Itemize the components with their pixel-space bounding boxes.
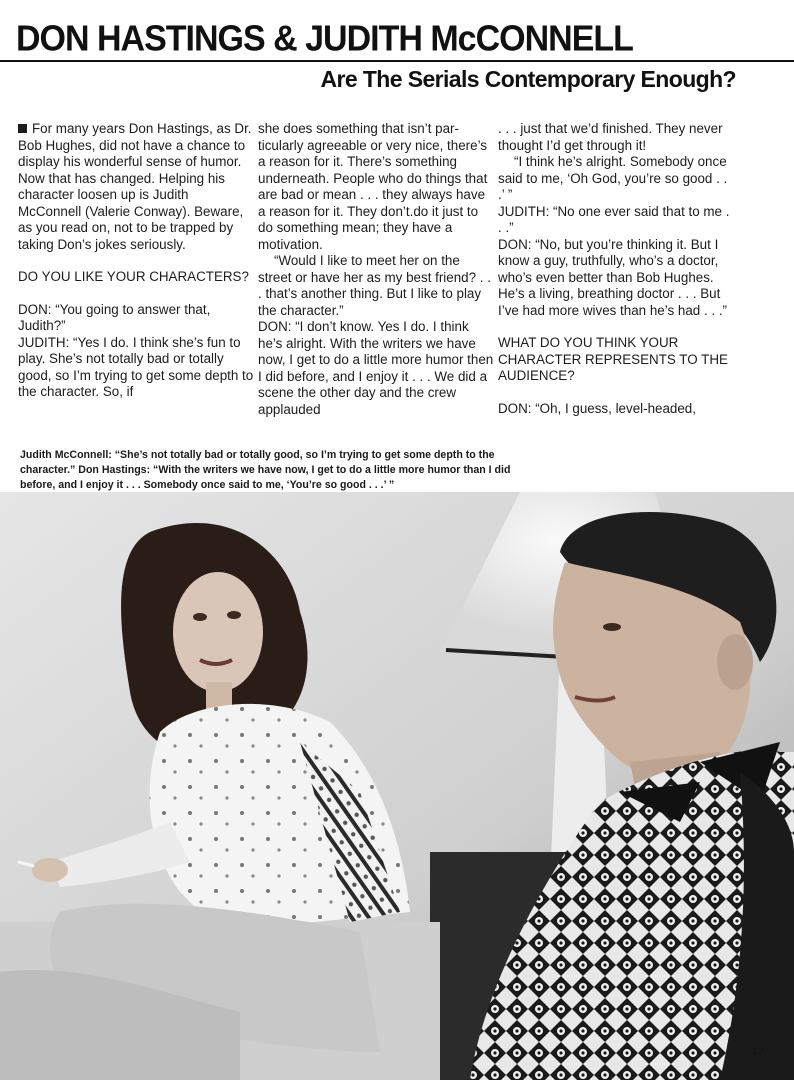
article-paragraph <box>18 302 255 335</box>
paragraph-text: JUDITH: “Yes I do. I think she’s fun to play. She’s not totally bad or totally good, so I’m trying to get some depth to the character. So, if <box>18 334 254 399</box>
article-paragraph <box>18 121 255 253</box>
article-paragraph <box>498 154 735 204</box>
photo-illustration <box>0 492 794 1080</box>
text-column-1 <box>18 121 258 433</box>
paragraph-text: DON: “You going to answer that, Judith?” <box>18 301 211 333</box>
woman-face <box>173 572 263 692</box>
paragraph-text: For many years Don Hastings, as Dr. Bob Hughes, did not have a chance to display his wonderful sense of humor. Now that has changed. Helping his character loosen up is Judith McConnell (Valerie Conway). Beware, as you read on, not to be trapped by taking Don’s jokes seriously. <box>18 121 252 252</box>
text-column-3 <box>498 121 738 433</box>
paragraph-text: . . . just that we’d finished. They never thought I’d get through it! <box>498 121 723 153</box>
article-paragraph <box>258 121 495 253</box>
paragraph-gap <box>18 253 255 269</box>
article-paragraph <box>498 401 735 418</box>
paragraph-text: DON: “Oh, I guess, level-headed, <box>498 400 696 416</box>
paragraph-text: WHAT DO YOU THINK YOUR CHARACTER REPRESENTS TO THE AUDIENCE? <box>498 335 728 383</box>
article-paragraph <box>498 121 735 154</box>
article-body <box>18 121 738 433</box>
article-paragraph <box>258 253 495 319</box>
page-number: 17 <box>752 1044 764 1058</box>
paragraph-text: DON: “No, but you’re thinking it. But I know a guy, truthfully, who’s a doctor, who’s even better than Bob Hughes. He’s a living, breathing doctor . . . But I’ve had more wives than he’s had . . .” <box>498 236 728 318</box>
paragraph-gap <box>498 319 735 335</box>
text-column-2 <box>258 121 498 433</box>
article-subtitle: Are The Serials Contemporary Enough? <box>320 66 736 92</box>
paragraph-gap <box>498 385 735 401</box>
paragraph-text: “I think he’s alright. Somebody once said to me, ‘Oh God, you’re so good . . .’ ” <box>498 154 728 202</box>
paragraph-text: she does something that isn’t particularly agreeable or very nice, there’s a reason for it. There’s something underneath. People who do things that are bad or mean . . . they always have a reason for it. They don’t.do it just to do something mean; they have a motivation. <box>258 121 488 252</box>
article-paragraph <box>498 335 735 385</box>
article-paragraph <box>498 237 735 320</box>
article-title: DON HASTINGS & JUDITH McCONNELL <box>16 19 633 59</box>
article-paragraph <box>18 269 255 286</box>
photo-caption: Judith McConnell: “She’s not totally bad or totally good, so I’m trying to get some depth to the character.” Don Hastings: “With the writers we have now, I get to do a little more humor than I did before, and I enjoy it . . . Somebody once said to me, ‘You’re so good . . .’ ” <box>20 449 511 491</box>
paragraph-text: JUDITH: “No one ever said that to me . . .” <box>498 203 730 235</box>
interview-photo <box>0 492 794 1080</box>
article-paragraph <box>18 335 255 401</box>
paragraph-gap <box>18 286 255 302</box>
paragraph-text: “Would I like to meet her on the street or have her as my best friend? . . . that’s another thing. But I like to play the character.” <box>258 253 491 318</box>
paragraph-text: DO YOU LIKE YOUR CHARACTERS? <box>18 269 249 284</box>
article-paragraph <box>258 319 495 418</box>
article-paragraph <box>498 204 735 237</box>
title-rule <box>0 60 794 62</box>
paragraph-text: DON: “I don’t know. Yes I do. I think he’s alright. With the writers we have now, I get to do a little more humor then I did before, and I enjoy it . . . We did a scene the other day and the crew applauded <box>258 319 494 417</box>
lead-square-icon <box>18 124 27 133</box>
